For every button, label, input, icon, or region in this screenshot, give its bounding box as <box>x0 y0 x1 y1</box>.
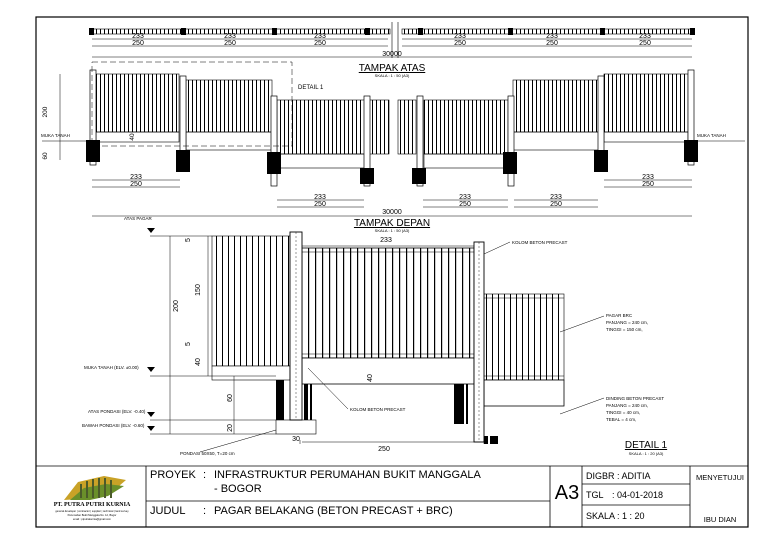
proyek-value-1: INFRASTRUKTUR PERUMAHAN BUKIT MANGGALA <box>214 469 481 481</box>
detail-dinding-tinggi: TINGGI = 40 cm, <box>606 410 641 415</box>
front-dim-250: 250 <box>459 201 471 208</box>
top-dim-250: 250 <box>454 40 466 47</box>
front-view-title: TAMPAK DEPAN <box>353 218 431 229</box>
detail-title: DETAIL 1 <box>624 440 668 451</box>
top-dim-250: 250 <box>639 40 651 47</box>
top-dim-233: 233 <box>454 33 466 40</box>
top-dim-233: 233 <box>546 33 558 40</box>
top-view <box>89 22 695 78</box>
detail-atas-pagar: ATAS PAGAR <box>124 216 152 221</box>
front-dim-250: 250 <box>550 201 562 208</box>
detail-dim-200: 200 <box>173 300 180 312</box>
company-logo <box>64 476 126 500</box>
top-dim-250: 250 <box>132 40 144 47</box>
tgl-label: TGL <box>586 490 604 500</box>
detail-kolom-label-2: KOLOM BETON PRECAST <box>350 407 406 412</box>
proyek-label: PROYEK <box>150 469 196 481</box>
front-dim-250: 250 <box>642 181 654 188</box>
judul-colon: : <box>203 505 207 517</box>
company-sub-1: general developer | contractor | supplier | technical | land survey <box>55 510 129 513</box>
detail-pagar-brc-tinggi: TINGGI = 150 cm, <box>606 327 643 332</box>
detail-atas-pondasi: ATAS PONDASI (ELV. -0.40) <box>88 409 146 414</box>
detail-1 <box>82 216 668 456</box>
front-detail-ref: DETAIL 1 <box>298 85 324 91</box>
judul-value: PAGAR BELAKANG (BETON PRECAST + BRC) <box>214 505 453 517</box>
detail-muka-tanah: MUKA TANAH (ELV. ±0.00) <box>84 365 139 370</box>
front-muka-tanah-right: MUKA TANAH <box>697 133 726 138</box>
skala: SKALA : 1 : 20 <box>586 511 645 521</box>
detail-dinding-tebal: TEBAL = 4 cm, <box>606 417 637 422</box>
front-dim-233: 233 <box>314 194 326 201</box>
detail-dim-30: 30 <box>292 436 300 443</box>
tgl-value: : 04-01-2018 <box>612 490 664 500</box>
detail-dim-40-wall: 40 <box>367 374 374 382</box>
front-view <box>41 62 745 233</box>
front-dim-200: 200 <box>42 106 49 118</box>
detail-bawah-pondasi: BAWAH PONDASI (ELV. -0.60) <box>82 423 145 428</box>
sheet-size: A3 <box>554 482 580 504</box>
detail-dim-60: 60 <box>227 394 234 402</box>
top-dim-250: 250 <box>224 40 236 47</box>
company-sub-2: Perumahan Bukit Manggala No. 12, Bogor <box>67 514 117 517</box>
detail-dim-20: 20 <box>227 424 234 432</box>
menyetujui-label: MENYETUJUI <box>696 473 744 482</box>
front-dim-40: 40 <box>129 133 136 141</box>
company-name: PT. PUTRA PUTRI KURNIA <box>53 502 131 508</box>
front-muka-tanah-left: MUKA TANAH <box>41 133 70 138</box>
detail-dim-250: 250 <box>378 446 390 453</box>
proyek-colon: : <box>203 469 207 481</box>
front-dim-250: 250 <box>130 181 142 188</box>
detail-dim-150: 150 <box>195 284 202 296</box>
top-dim-233: 233 <box>132 33 144 40</box>
top-view-title: TAMPAK ATAS <box>358 63 426 74</box>
proyek-value-2: - BOGOR <box>214 483 262 495</box>
detail-dim-5b: 5 <box>185 342 192 346</box>
digbr: DIGBR : ADITIA <box>586 471 651 481</box>
company-sub-3: email : ptputrakurnia@gmail.com <box>73 518 111 521</box>
top-dim-250: 250 <box>314 40 326 47</box>
detail-dinding-title: DINDING BETON PRECAST <box>606 396 665 401</box>
detail-dim-233: 233 <box>380 237 392 244</box>
detail-dinding-panjang: PANJANG = 240 cm, <box>606 403 649 408</box>
approver-name: IBU DIAN <box>703 515 737 524</box>
top-dim-250: 250 <box>546 40 558 47</box>
top-dim-233: 233 <box>224 33 236 40</box>
top-dim-233: 233 <box>639 33 651 40</box>
detail-dim-5a: 5 <box>185 238 192 242</box>
detail-kolom-label-1: KOLOM BETON PRECAST <box>512 240 568 245</box>
judul-label: JUDUL <box>150 505 186 517</box>
front-dim-233: 233 <box>642 174 654 181</box>
detail-pagar-brc: PAGAR BRC <box>606 313 633 318</box>
detail-dim-40: 40 <box>195 358 202 366</box>
front-dim-233: 233 <box>459 194 471 201</box>
detail-scale: SKALA : 1 : 20 (A3) <box>628 451 664 456</box>
detail-pondasi: PONDASI 50X50, T=20 cm <box>180 451 235 456</box>
detail-pagar-brc-panjang: PANJANG = 240 cm, <box>606 320 649 325</box>
top-dim-total: 30000 <box>382 51 402 58</box>
front-dim-233: 233 <box>550 194 562 201</box>
front-dim-60: 60 <box>42 152 49 160</box>
front-dim-total: 30000 <box>382 209 402 216</box>
top-view-scale: SKALA : 1 : 50 (A3) <box>374 73 410 78</box>
front-view-scale: SKALA : 1 : 50 (A3) <box>374 228 410 233</box>
front-dim-233: 233 <box>130 174 142 181</box>
top-dim-233: 233 <box>314 33 326 40</box>
front-dim-250: 250 <box>314 201 326 208</box>
